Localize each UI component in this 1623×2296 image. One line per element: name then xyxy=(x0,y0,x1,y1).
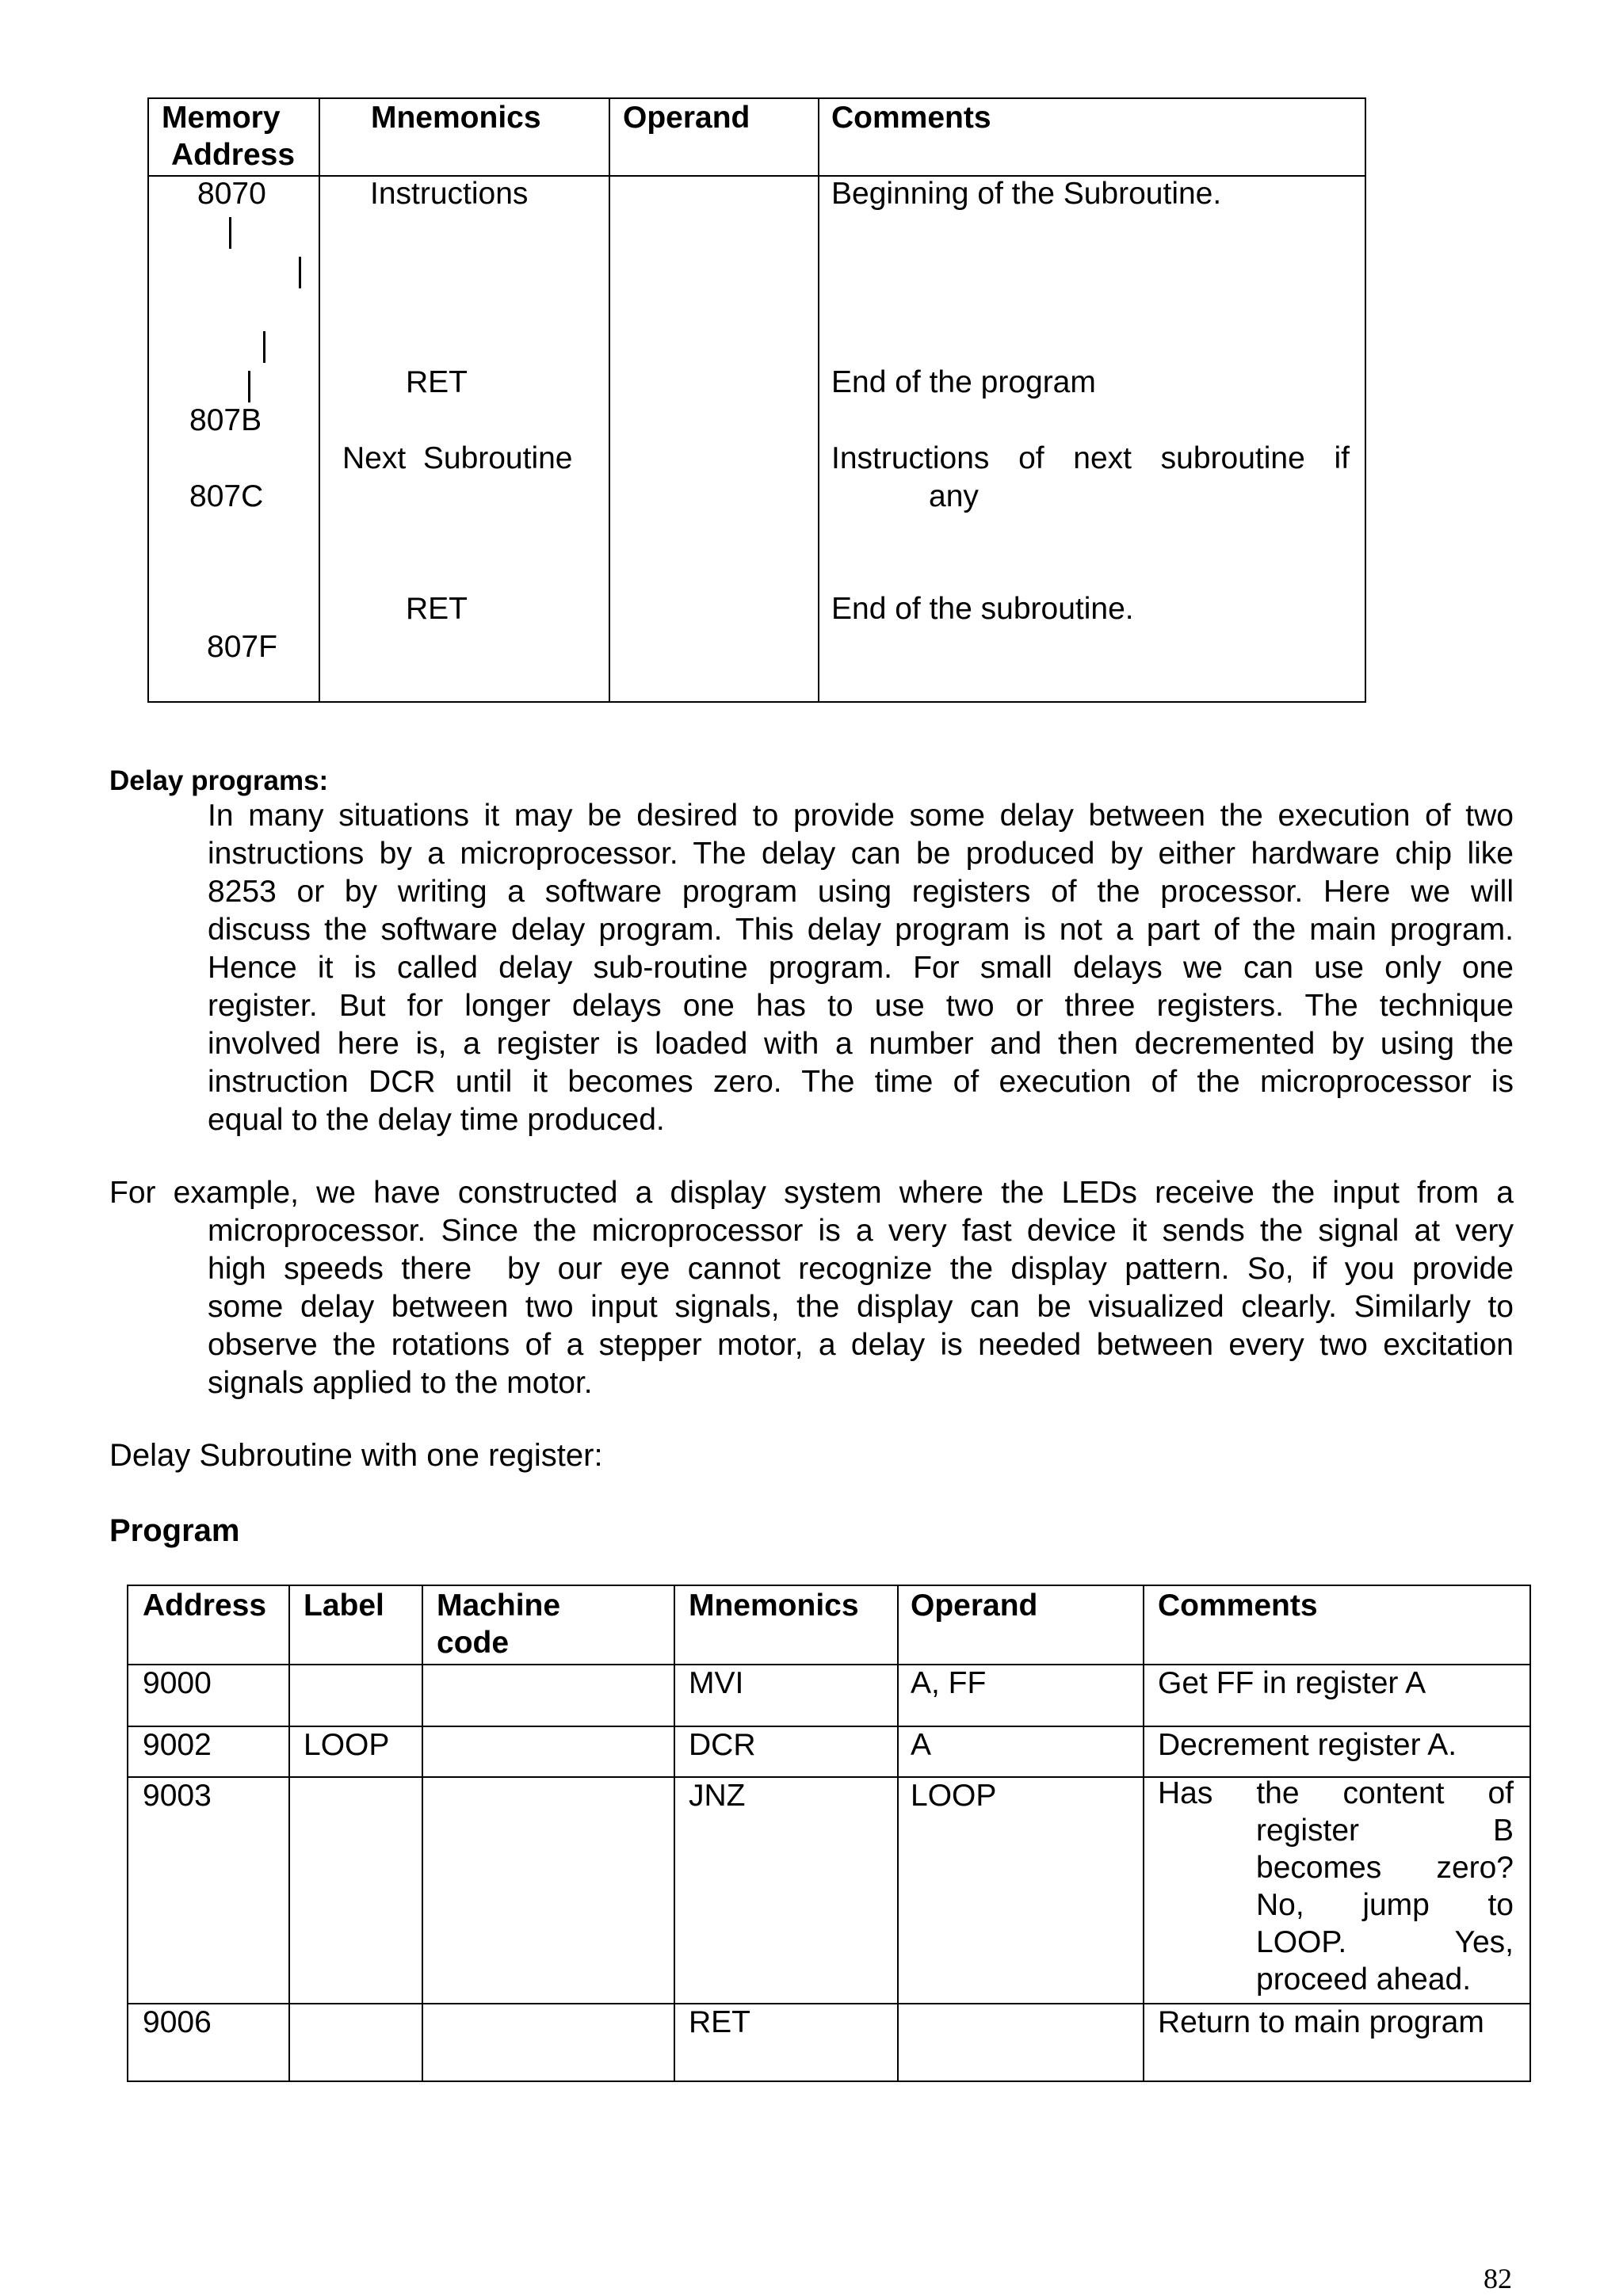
operand-cell: A, FF xyxy=(911,1666,987,1700)
header-operand: Operand xyxy=(623,101,750,135)
comment-line: register B xyxy=(1256,1814,1514,1848)
header-machine-code-line1: Machine xyxy=(437,1589,561,1623)
paragraph-line: observe the rotations of a stepper motor, a delay is needed between every two excitation xyxy=(208,1328,1514,1362)
comment-line: becomes zero? xyxy=(1256,1851,1514,1885)
header-memory-address-line1: Memory xyxy=(162,101,281,135)
comment-cell: Return to main program xyxy=(1158,2005,1484,2039)
mnemonic-cell: DCR xyxy=(689,1728,756,1762)
comment-cell: Instructions of next subroutine if xyxy=(831,441,1350,475)
paragraph-line: equal to the delay time produced. xyxy=(208,1103,665,1137)
mnemonic-cell: RET xyxy=(406,365,468,399)
address-cell: 9006 xyxy=(143,2005,212,2039)
mnemonic-cell: Instructions xyxy=(370,177,529,211)
address-cell: 807F xyxy=(207,630,277,664)
column-divider xyxy=(609,99,610,701)
comment-cell-continuation: any xyxy=(929,479,979,513)
header-label: Label xyxy=(304,1589,384,1623)
header-comments: Comments xyxy=(1158,1589,1318,1623)
column-divider xyxy=(897,1586,899,2081)
delay-subroutine-subtitle: Delay Subroutine with one register: xyxy=(109,1438,603,1473)
comment-line: proceed ahead. xyxy=(1256,1962,1472,1997)
paragraph-line: Hence it is called delay sub-routine program. For small delays we can use only one xyxy=(208,951,1514,985)
column-divider xyxy=(422,1586,423,2081)
address-cell: 8070 xyxy=(197,177,266,211)
header-memory-address-line2: Address xyxy=(171,138,296,172)
operand-cell: A xyxy=(911,1728,932,1762)
page-number: 82 xyxy=(1484,2263,1512,2294)
mnemonic-cell: Next Subroutine xyxy=(342,441,573,475)
paragraph-line: microprocessor. Since the microprocessor is a very fast device it sends the signal at very xyxy=(208,1214,1514,1248)
paragraph-line: For example, we have constructed a display system where the LEDs receive the input from a xyxy=(109,1176,1514,1210)
comment-cell: Beginning of the Subroutine. xyxy=(831,177,1222,211)
comment-line: LOOP. Yes, xyxy=(1256,1925,1514,1959)
address-cell: 9002 xyxy=(143,1728,212,1762)
delay-paragraph-1 xyxy=(208,797,1514,1139)
mnemonic-cell: JNZ xyxy=(689,1779,746,1813)
operand-cell: LOOP xyxy=(911,1779,997,1813)
address-cell: 9000 xyxy=(143,1666,212,1700)
header-mnemonics: Mnemonics xyxy=(371,101,541,135)
label-cell: LOOP xyxy=(304,1728,390,1762)
comment-cell: End of the subroutine. xyxy=(831,592,1134,626)
header-address: Address xyxy=(143,1589,267,1623)
delay-paragraph-2 xyxy=(109,1174,1514,1402)
paragraph-line: In many situations it may be desired to provide some delay between the execution of two xyxy=(208,799,1514,833)
paragraph-line: some delay between two input signals, the display can be visualized clearly. Similarly to xyxy=(208,1290,1514,1324)
comment-cell: End of the program xyxy=(831,365,1096,399)
column-divider xyxy=(288,1586,290,2081)
paragraph-line: high speeds there by our eye cannot recognize the display pattern. So, if you provide xyxy=(208,1252,1514,1286)
comment-cell: Decrement register A. xyxy=(1158,1728,1457,1762)
column-divider xyxy=(319,99,320,701)
continuation-mark xyxy=(299,257,301,288)
paragraph-line: 8253 or by writing a software program using registers of the processor. Here we will xyxy=(208,875,1514,909)
paragraph-line: register. But for longer delays one has to use two or three registers. The technique xyxy=(208,989,1514,1023)
header-comments: Comments xyxy=(831,101,991,135)
paragraph-line: discuss the software delay program. This delay program is not a part of the main program. xyxy=(208,913,1514,947)
comment-cell: Get FF in register A xyxy=(1158,1666,1426,1700)
address-cell: 807B xyxy=(189,403,262,437)
mnemonic-cell: RET xyxy=(406,592,468,626)
header-machine-code-line2: code xyxy=(437,1626,510,1660)
mnemonic-cell: RET xyxy=(689,2005,750,2039)
address-cell: 9003 xyxy=(143,1779,212,1813)
column-divider xyxy=(674,1586,675,2081)
program-heading: Program xyxy=(109,1513,240,1548)
header-mnemonics: Mnemonics xyxy=(689,1589,859,1623)
paragraph-line: signals applied to the motor. xyxy=(208,1366,593,1400)
continuation-mark xyxy=(263,331,265,363)
mnemonic-cell: MVI xyxy=(689,1666,744,1700)
comment-line: Has the content of xyxy=(1158,1776,1514,1810)
paragraph-line: involved here is, a register is loaded with a number and then decremented by using the xyxy=(208,1027,1514,1061)
continuation-mark xyxy=(229,217,231,249)
paragraph-line: instruction DCR until it becomes zero. The time of execution of the microprocessor is xyxy=(208,1065,1514,1099)
comment-line: No, jump to xyxy=(1256,1888,1514,1922)
delay-programs-heading: Delay programs: xyxy=(109,765,329,796)
header-operand: Operand xyxy=(911,1589,1038,1623)
paragraph-line: instructions by a microprocessor. The delay can be produced by either hardware chip like xyxy=(208,837,1514,871)
comment-cell-multiline xyxy=(1029,1775,1514,1998)
column-divider xyxy=(818,99,819,701)
continuation-mark xyxy=(248,371,250,402)
address-cell: 807C xyxy=(189,479,264,513)
